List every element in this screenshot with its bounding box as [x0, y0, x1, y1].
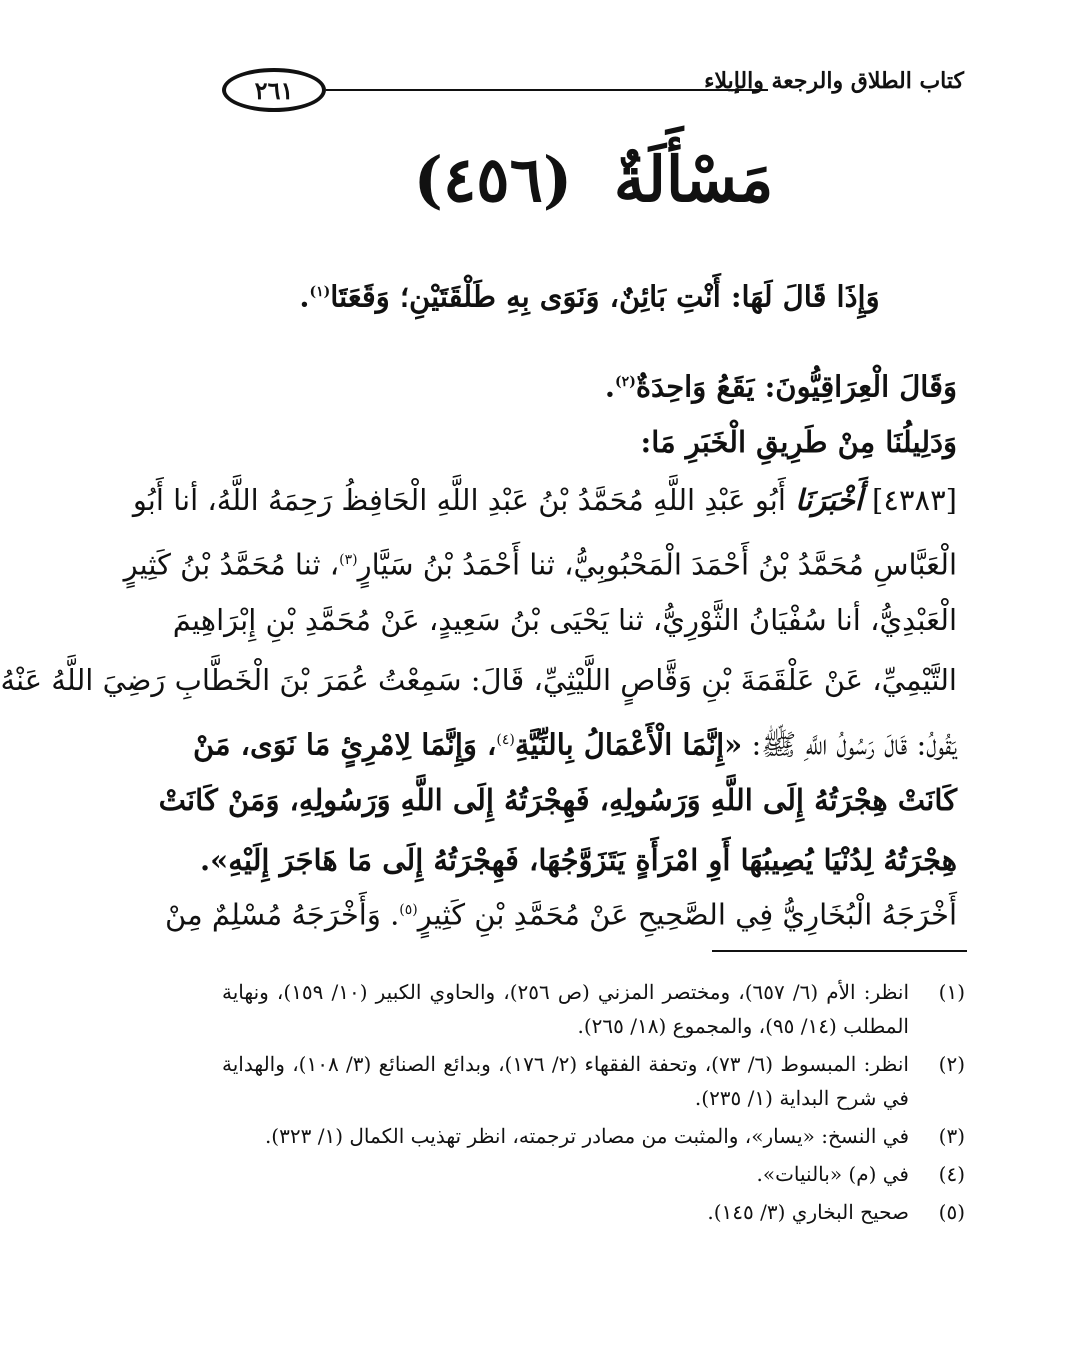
footnote-number: (١): [938, 980, 965, 1004]
page-header: [222, 58, 964, 118]
hadith-line-1: [132, 470, 957, 530]
footnote-separator: [712, 950, 967, 952]
ruling-text: وَإِذَا قَالَ لَهَا: أَنْتِ بَائِنٌ، وَنَوَى بِهِ طَلْقَتَيْنِ؛ وَقَعَتَا: [330, 279, 880, 314]
masala-word: مَسْأَلَةٌ: [613, 143, 774, 216]
footnote-number: (٤): [938, 1162, 965, 1186]
footnote-text: في النسخ: «يسار»، والمثبت من مصادر ترجمته، انظر تهذيب الكمال (١/ ٣٢٣).: [264, 1124, 909, 1148]
hadith-line-2: [123, 530, 957, 595]
masala-title: [122, 130, 1065, 230]
footnote-text: انظر: الأم (٦/ ٦٥٧)، ومختصر المزني (ص ٢٥٦)، والحاوي الكبير (١٠/ ١٥٩)، ونهاية المطلب (١٤/ ٩٥)، والمجموع (١٨/ ٢٦٥).: [222, 980, 910, 1038]
footnote-text: في (م) «بالنيات».: [756, 1162, 909, 1186]
footnote-item: [222, 1047, 965, 1115]
isnad-text-2b: ، ثنا مُحَمَّدُ بْنُ كَثِيرٍ: [123, 547, 340, 582]
matn-end: .: [200, 843, 211, 877]
header-rule: [326, 89, 768, 91]
hadith-line-6: كَانَتْ هِجْرَتُهُ إِلَى اللَّهِ وَرَسُولِهِ، فَهِجْرَتُهُ إِلَى اللَّهِ وَرَسُولِهِ، وَمَنْ كَانَتْ: [158, 783, 957, 817]
masala-number: (٤٥٦): [413, 143, 573, 216]
footnote-number: (٢): [938, 1052, 965, 1076]
footnote-item: [222, 975, 965, 1043]
footnote-ref-1[interactable]: (١): [309, 284, 331, 300]
matn-text-3: هِجْرَتُهُ لِدُنْيَا يُصِيبُهَا أَوِ امْرَأَةٍ يَتَزَوَّجُهَا، فَهِجْرَتُهُ إِلَى مَا هَاجَرَ إِلَيْهِ»: [210, 843, 957, 877]
footnote-number: (٥): [938, 1200, 965, 1224]
isnad-text-2a: الْعَبَّاسِ مُحَمَّدُ بْنُ أَحْمَدَ الْمَحْبُوبِيُّ، ثنا أَحْمَدُ بْنُ سَيَّارٍ: [357, 547, 957, 582]
iraqi-opinion-line: [222, 352, 957, 417]
page-number: ٢٦١: [222, 68, 326, 112]
footnote-ref-5[interactable]: (٥): [399, 902, 418, 918]
evidence-line: وَدَلِيلُنَا مِنْ طَرِيقِ الْخَبَرِ مَا:: [640, 425, 957, 459]
iraqi-opinion-end: .: [604, 369, 616, 404]
isnad-text-1: أَبُو عَبْدِ اللَّهِ مُحَمَّدُ بْنُ عَبْدِ اللَّهِ الْحَافِظُ رَحِمَهُ اللَّهُ، أنا أَبُو: [132, 483, 786, 517]
running-title: كتاب الطلاق والرجعة والإيلاء: [704, 68, 964, 94]
matn-intro: يَقُولُ: قَالَ رَسُولُ اللَّهِ ﷺ:: [751, 727, 957, 762]
takhrij-line: [165, 880, 957, 945]
footnote-item: [222, 1157, 965, 1191]
footnote-ref-4[interactable]: (٤): [496, 732, 515, 748]
matn-text-1: «إِنَّمَا الْأَعْمَالُ بِالنِّيَّةِ: [514, 727, 743, 762]
hadith-number: [٤٣٨٣]: [872, 483, 957, 517]
hadith-line-5: [192, 710, 957, 775]
footnote-text: انظر: المبسوط (٦/ ٧٣)، وتحفة الفقهاء (٢/ ١٧٦)، وبدائع الصنائع (٣/ ١٠٨)، والهداية في شرح البداية (١/ ٢٣٥).: [222, 1052, 909, 1110]
footnote-item: [222, 1195, 965, 1229]
footnote-item: [222, 1119, 965, 1153]
footnote-ref-3[interactable]: (٣): [339, 552, 358, 568]
hadith-line-3: الْعَبْدِيُّ، أنا سُفْيَانُ الثَّوْرِيُّ، ثنا يَحْيَى بْنُ سَعِيدٍ، عَنْ مُحَمَّدِ بْنِ إِبْرَاهِيمَ: [172, 603, 957, 637]
akhbarana-word: أَخْبَرَنَا: [795, 483, 863, 517]
ruling-end: .: [299, 279, 310, 314]
ruling-line: [222, 262, 957, 327]
takhrij-text-2: . وَأَخْرَجَهُ مُسْلِمٌ مِنْ: [165, 897, 400, 932]
footnote-ref-2[interactable]: (٢): [615, 374, 636, 390]
iraqi-opinion-text: وَقَالَ الْعِرَاقِيُّونَ: يَقَعُ وَاحِدَةٌ: [635, 369, 957, 404]
matn-text-2: ، وَإِنَّمَا لِامْرِئٍ مَا نَوَى، مَنْ: [192, 727, 497, 762]
footnotes: [222, 975, 965, 1233]
hadith-line-4: التَّيْمِيِّ، عَنْ عَلْقَمَةَ بْنِ وَقَّاصٍ اللَّيْثِيِّ، قَالَ: سَمِعْتُ عُمَرَ بْنَ الْخَطَّابِ رَضِيَ اللَّهُ عَنْهُ: [0, 663, 957, 697]
footnote-text: صحيح البخاري (٣/ ١٤٥).: [707, 1200, 909, 1224]
takhrij-text-1: أَخْرَجَهُ الْبُخَارِيُّ فِي الصَّحِيحِ عَنْ مُحَمَّدِ بْنِ كَثِيرٍ: [417, 897, 957, 932]
footnote-number: (٣): [938, 1124, 965, 1148]
